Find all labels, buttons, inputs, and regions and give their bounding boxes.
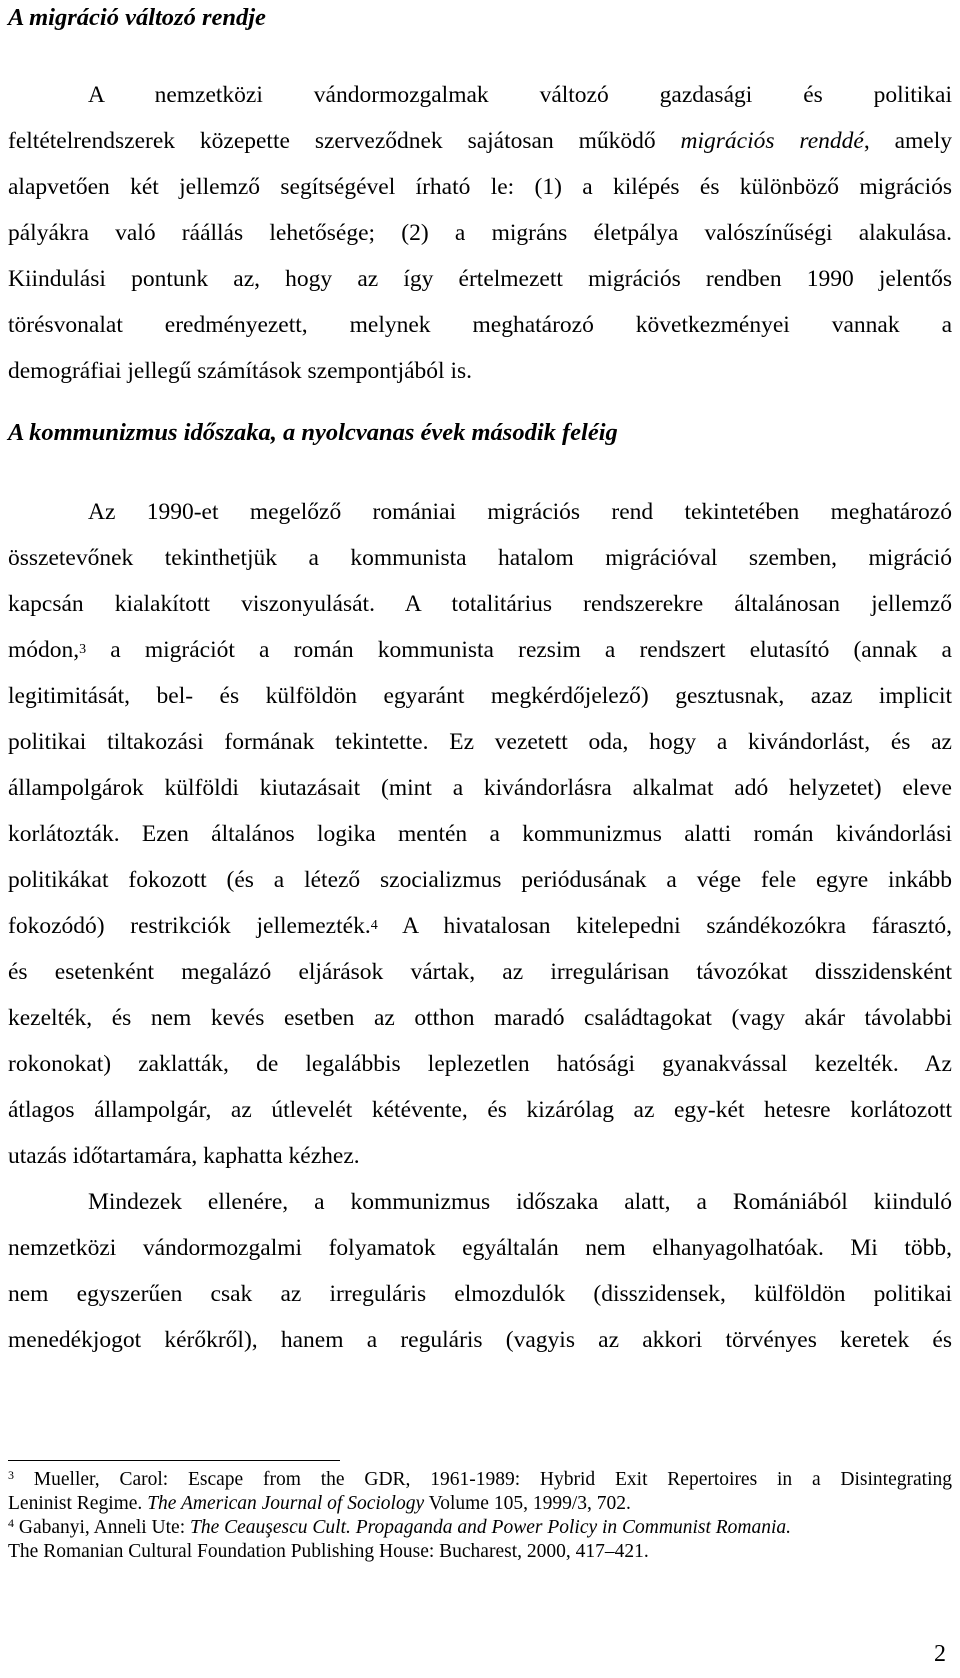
- text-line: feltételrendszerek közepette szerveződnek sajátosan működő migrációs renddé, amely: [8, 128, 952, 154]
- text-line: rokonokat) zaklatták, de legalábbis leplezetlen hatósági gyanakvással kezelték. Az: [8, 1051, 952, 1077]
- text-line: Az 1990-et megelőző romániai migrációs rend tekintetében meghatározó: [88, 499, 952, 525]
- text-line: Kiindulási pontunk az, hogy az így értelmezett migrációs rendben 1990 jelentős: [8, 266, 952, 292]
- text-line: A nemzetközi vándormozgalmak változó gazdasági és politikai: [88, 82, 952, 108]
- text-line: alapvetően két jellemző segítségével írható le: (1) a kilépés és különböző migrációs: [8, 174, 952, 200]
- text-line: pályákra való ráállás lehetősége; (2) a migráns életpálya valószínűségi alakulása.: [8, 220, 952, 246]
- text-line: kezelték, és nem kevés esetben az otthon maradó családtagokat (vagy akár távolabbi: [8, 1005, 952, 1031]
- text-line: állampolgárok külföldi kiutazásait (mint a kivándorlásra alkalmat adó helyzetet) eleve: [8, 775, 952, 801]
- footnote-4-cont: The Romanian Cultural Foundation Publishing House: Bucharest, 2000, 417–421.: [8, 1541, 649, 1562]
- text-line: menedékjogot kérőkről), hanem a reguláris (vagyis az akkori törvényes keretek és: [8, 1327, 952, 1353]
- page-number: 2: [934, 1641, 946, 1667]
- footnote-4: $^4$ Gabanyi, Anneli Ute: The Ceauşescu Cult. Propaganda and Power Policy in Communist Romania.: [8, 1516, 792, 1538]
- text-line: korlátozták. Ezen általános logika mentén a kommunizmus alatti román kivándorlási: [8, 821, 952, 847]
- footnote-marker: 3: [8, 1468, 14, 1482]
- footnote-3: $^3$ Mueller, Carol: Escape from the GDR, 1961-1989: Hybrid Exit Repertoires in a Disintegrating: [8, 1468, 952, 1490]
- text-line: kapcsán kialakított viszonyulását. A totalitárius rendszerekre általánosan jellemző: [8, 591, 952, 617]
- text-line: utazás időtartamára, kaphatta kézhez.: [8, 1143, 360, 1169]
- section-heading-migration-order: A migráció változó rendje: [8, 4, 266, 31]
- text-line: politikákat fokozott (és a létező szocializmus periódusának a vége fele egyre inkább: [8, 867, 952, 893]
- footnote-ref-3: 3: [79, 642, 87, 657]
- text-line: nemzetközi vándormozgalmi folyamatok egyáltalán nem elhanyagolhatóak. Mi több,: [8, 1235, 952, 1261]
- book-title: The Ceauşescu Cult. Propaganda and Power Policy in Communist Romania.: [190, 1517, 792, 1538]
- text-line: módon,$^3$ a migrációt a román kommunista rezsim a rendszert elutasító (annak a: [8, 637, 952, 663]
- footnote-marker: 4: [8, 1516, 14, 1530]
- text-line: törésvonalat eredményezett, melynek meghatározó következményei vannak a: [8, 312, 952, 338]
- text-line: átlagos állampolgár, az útlevelét kétévente, és kizárólag az egy-két hetesre korlátozott: [8, 1097, 952, 1123]
- section-heading-communism-era: A kommunizmus időszaka, a nyolcvanas évek második feléig: [8, 419, 618, 446]
- text-line: fokozódó) restrikciók jellemezték.$^4$ A hivatalosan kitelepedni szándékozókra fárasztó,: [8, 913, 952, 939]
- text-line: demográfiai jellegű számítások szempontjából is.: [8, 358, 472, 384]
- text-line: Mindezek ellenére, a kommunizmus időszaka alatt, a Romániából kiinduló: [88, 1189, 952, 1215]
- text-line: legitimitását, bel- és külföldön egyaránt megkérdőjelező) gesztusnak, azaz implicit: [8, 683, 952, 709]
- journal-title: The American Journal of Sociology: [147, 1493, 425, 1514]
- text-line: összetevőnek tekinthetjük a kommunista hatalom migrációval szemben, migráció: [8, 545, 952, 571]
- italic-term: migrációs renddé: [680, 128, 864, 154]
- footnote-divider: [8, 1460, 340, 1461]
- footnote-ref-4: 4: [370, 918, 378, 933]
- text-line: nem egyszerűen csak az irreguláris elmozdulók (disszidensek, külföldön politikai: [8, 1281, 952, 1307]
- footnote-3-cont: Leninist Regime. The American Journal of Sociology Volume 105, 1999/3, 702.: [8, 1493, 631, 1514]
- text-line: politikai tiltakozási formának tekintette. Ez vezetett oda, hogy a kivándorlást, és az: [8, 729, 952, 755]
- text-line: és esetenként megalázó eljárások vártak, az irregulárisan távozókat disszidensként: [8, 959, 952, 985]
